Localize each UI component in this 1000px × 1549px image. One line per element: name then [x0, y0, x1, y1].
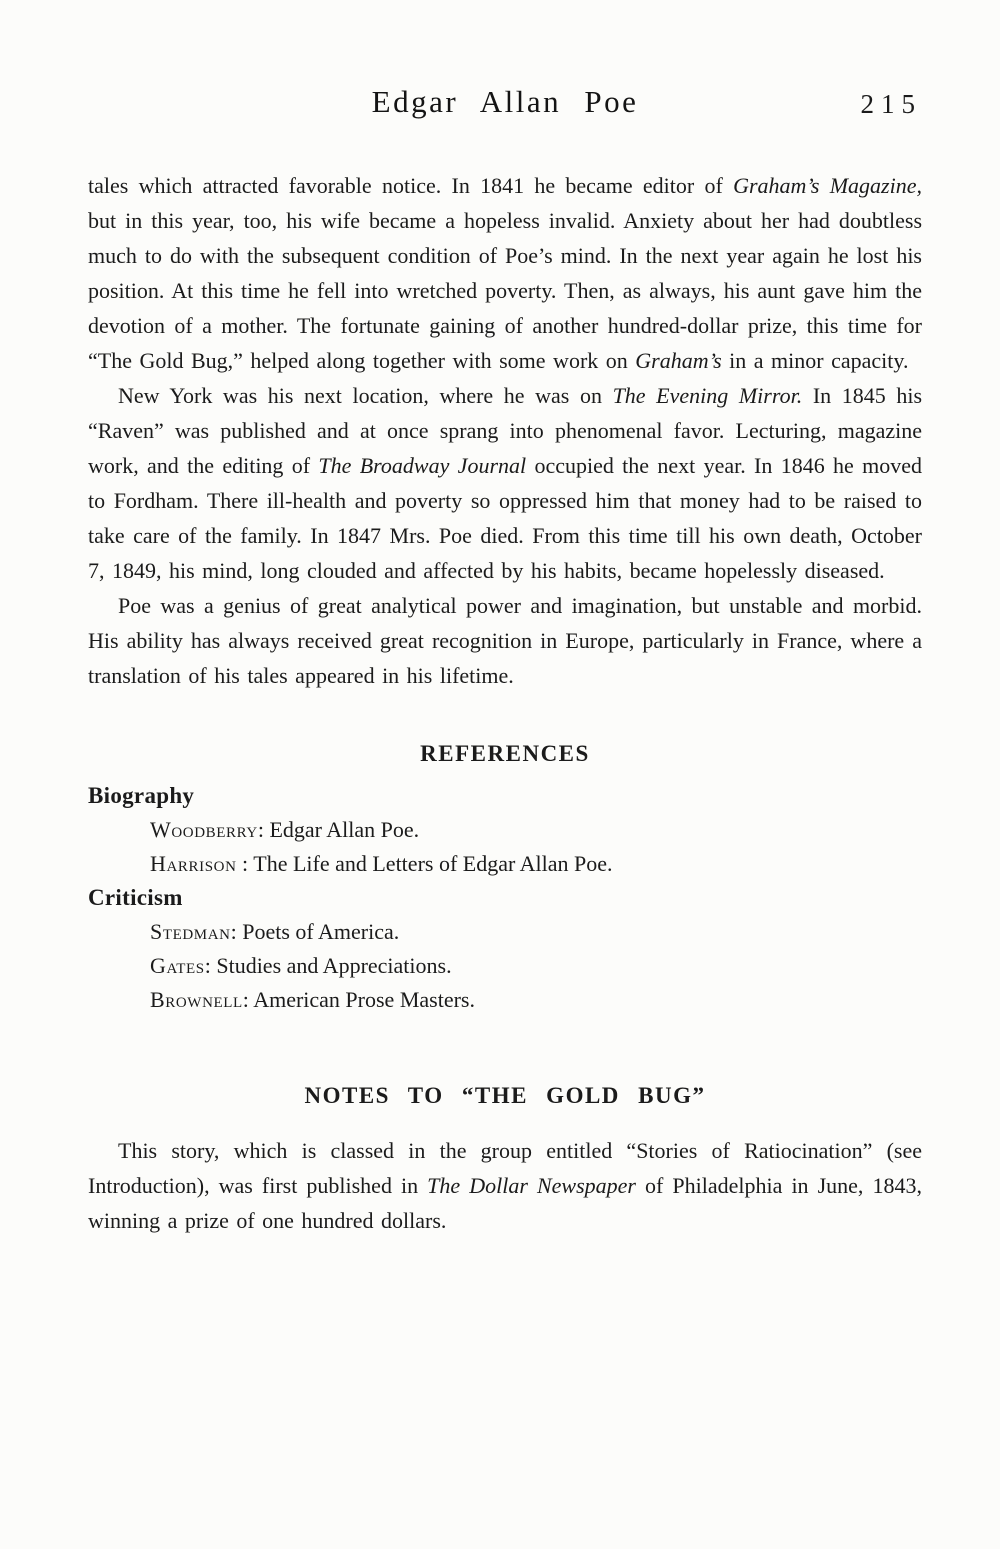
text-run: In 1845 his “Raven” was published and at once sprang into phenomenal favor. Lecturing, magazine work, and the editing of	[88, 383, 923, 478]
text-run: New York was his next location, where he was on	[118, 383, 613, 408]
references-biography-group	[88, 779, 922, 881]
reference-author: Harrison	[150, 851, 237, 876]
reference-entry-woodberry	[150, 813, 922, 847]
reference-entry-brownell	[150, 983, 922, 1017]
references-heading: REFERENCES	[420, 741, 590, 766]
reference-entry-stedman	[150, 915, 922, 949]
paragraph-genius	[88, 588, 922, 693]
reference-title: : The Life and Letters of Edgar Allan Poe.	[236, 851, 613, 876]
reference-entry-gates	[150, 949, 922, 983]
paragraph-continuation	[88, 168, 922, 378]
references-group-label-criticism: Criticism	[88, 885, 183, 910]
references-section	[88, 741, 922, 1017]
page-header	[88, 84, 922, 130]
reference-author: Brownell	[150, 987, 243, 1012]
text-run: This story, which is classed in the group entitled “Stories of Ratiocination” (see Introduction), was first published in	[88, 1138, 922, 1198]
text-run: but in this year, too, his wife became a hopeless invalid. Anxiety about her had doubtless much to do with the subsequent condition of Poe’s mind. In the next year again he lost his position. At this time he fell into wretched poverty. Then, as always, his aunt gave him the devotion of a mother. The fortunate gaining of another hundred-dollar prize, this time for “The Gold Bug,” helped along together with some work on	[88, 208, 922, 373]
references-criticism-group	[88, 881, 922, 1017]
notes-paragraph	[88, 1133, 922, 1238]
notes-heading: NOTES TO “THE GOLD BUG”	[304, 1083, 706, 1108]
text-run: occupied the next year. In 1846 he moved to Fordham. There ill-health and poverty so oppressed him that money had to be raised to take care of the family. In 1847 Mrs. Poe died. From this time till his own death, October 7, 1849, his mind, long clouded and affected by his habits, became hopelessly diseased.	[88, 453, 922, 583]
text-run: Poe was a genius of great analytical power and imagination, but unstable and morbid. His ability has always received great recognition in Europe, particularly in France, where a translation of his tales appeared in his lifetime.	[88, 593, 922, 688]
text-run: of Philadelphia in June, 1843, winning a prize of one hundred dollars.	[88, 1173, 922, 1233]
reference-author: Woodberry	[150, 817, 258, 842]
reference-title: : Studies and Appreciations.	[204, 953, 452, 978]
reference-title: : Edgar Allan Poe.	[257, 817, 420, 842]
reference-title: : American Prose Masters.	[242, 987, 475, 1012]
reference-entry-harrison	[150, 847, 922, 881]
reference-title: : Poets of America.	[230, 919, 400, 944]
body-text	[88, 168, 922, 693]
italic-text-run: Graham’s Magazine,	[733, 173, 922, 198]
page-title: Edgar Allan Poe	[371, 84, 639, 119]
reference-author: Stedman	[150, 919, 231, 944]
references-group-label-biography: Biography	[88, 783, 195, 808]
italic-text-run: The Broadway Journal	[318, 453, 527, 478]
reference-author: Gates	[150, 953, 205, 978]
text-run: tales which attracted favorable notice. In 1841 he became editor of	[88, 173, 734, 198]
italic-text-run: The Evening Mirror.	[612, 383, 803, 408]
notes-section	[88, 1083, 922, 1238]
text-run: in a minor capacity.	[721, 348, 909, 373]
italic-text-run: The Dollar Newspaper	[427, 1173, 636, 1198]
italic-text-run: Graham’s	[635, 348, 722, 373]
page-number: 215	[860, 89, 922, 119]
paragraph-new-york	[88, 378, 922, 588]
